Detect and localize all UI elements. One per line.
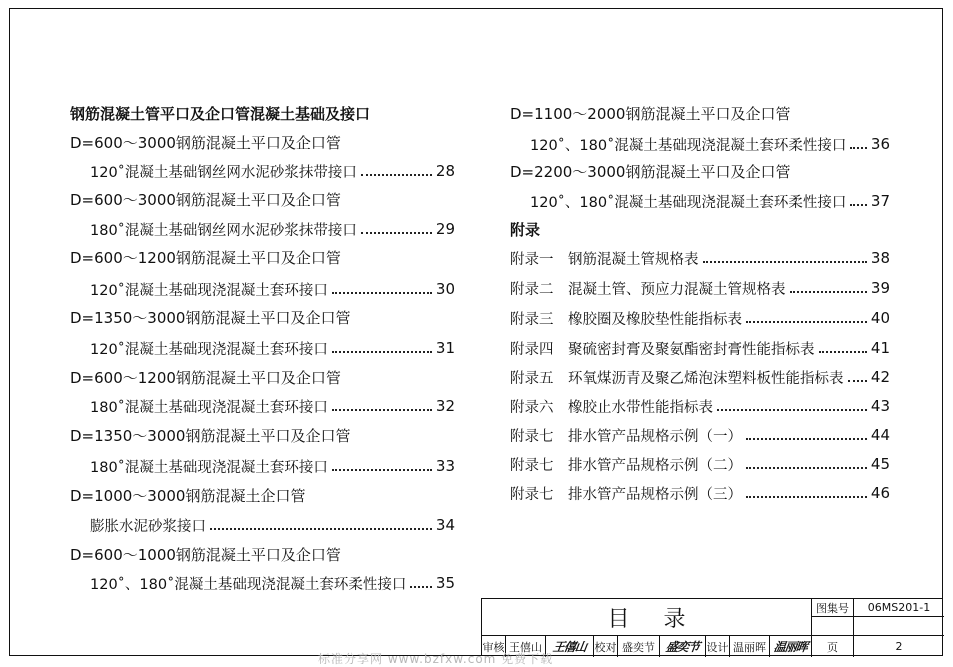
title-block: [481, 598, 943, 656]
toc-entry-page: 37: [870, 192, 890, 210]
reviewer-name: 王僖山: [506, 636, 546, 657]
atlas-no-label-spacer: [812, 617, 854, 636]
section-heading: [510, 218, 540, 240]
leader-dots: [746, 467, 867, 469]
toc-entry-page: 31: [435, 339, 455, 357]
drawing-title: 目录: [482, 599, 812, 636]
toc-entry: [90, 218, 455, 240]
leader-dots: [746, 321, 867, 323]
appendix-entry: [510, 247, 890, 269]
designer-name: 温丽晖: [730, 636, 770, 657]
appendix-entry: [510, 424, 890, 446]
toc-entry-page: 28: [435, 162, 455, 180]
leader-dots: [850, 204, 867, 206]
leader-dots: [819, 351, 867, 353]
leader-dots: [332, 351, 432, 353]
atlas-no: 06MS201-1: [854, 599, 944, 617]
toc-entry: [90, 572, 455, 594]
appendix-entry: [510, 395, 890, 417]
toc-entry-page: 46: [870, 484, 890, 502]
toc-entry: [90, 514, 455, 536]
toc-entry-page: 38: [870, 249, 890, 267]
pipe-group-title-text: D=1350～3000钢筋混凝土平口及企口管: [70, 308, 351, 327]
leader-dots: [850, 147, 867, 149]
leader-dots: [410, 586, 432, 588]
page-label: 页: [812, 636, 854, 657]
reviewer-signature: [546, 636, 594, 657]
toc-entry-page: 44: [870, 426, 890, 444]
pipe-group-title-text: D=600～1000钢筋混凝土平口及企口管: [70, 545, 341, 564]
toc-entry-title: 120˚、180˚混凝土基础现浇混凝土套环柔性接口: [530, 137, 847, 154]
section-heading: [70, 102, 370, 124]
toc-entry: [90, 278, 455, 300]
pipe-group-title-text: D=600～3000钢筋混凝土平口及企口管: [70, 190, 341, 209]
toc-entry: [90, 455, 455, 477]
leader-dots: [332, 469, 432, 471]
toc-entry-title: 附录二 混凝土管、预应力混凝土管规格表: [510, 281, 786, 298]
leader-dots: [746, 438, 867, 440]
toc-entry: [90, 395, 455, 417]
appendix-entry: [510, 337, 890, 359]
toc-entry-title: 附录一 钢筋混凝土管规格表: [510, 251, 699, 268]
pipe-group-title-text: D=600～3000钢筋混凝土平口及企口管: [70, 133, 341, 152]
toc-entry-page: 43: [870, 397, 890, 415]
design-label: 设计: [706, 636, 730, 657]
toc-entry-page: 45: [870, 455, 890, 473]
pipe-group-title-text: D=1350～3000钢筋混凝土平口及企口管: [70, 426, 351, 445]
atlas-no-label: 图集号: [812, 599, 854, 617]
leader-dots: [848, 380, 867, 382]
leader-dots: [332, 292, 432, 294]
proofreader-signature-mark: 盛奕节: [664, 640, 700, 654]
appendix-entry: [510, 482, 890, 504]
section-heading-text: 附录: [510, 220, 541, 239]
toc-entry-title: 180˚混凝土基础钢丝网水泥砂浆抹带接口: [90, 222, 357, 239]
proof-label: 校对: [594, 636, 618, 657]
appendix-entry: [510, 453, 890, 475]
leader-dots: [210, 528, 432, 530]
pipe-group-title: [70, 306, 350, 328]
designer-signature: [770, 636, 812, 657]
toc-entry-page: 40: [870, 309, 890, 327]
appendix-entry: [510, 307, 890, 329]
toc-entry-page: 30: [435, 280, 455, 298]
toc-entry-page: 41: [870, 339, 890, 357]
toc-entry-page: 29: [435, 220, 455, 238]
toc-entry-page: 33: [435, 457, 455, 475]
pipe-group-title: [70, 246, 341, 268]
watermark: 标准分享网 www.bzfxw.com 免费下载: [318, 652, 554, 666]
pipe-group-title: [70, 543, 341, 565]
leader-dots: [717, 409, 867, 411]
pipe-group-title-text: D=600～1200钢筋混凝土平口及企口管: [70, 368, 341, 387]
leader-dots: [361, 232, 432, 234]
atlas-no-spacer: [854, 617, 944, 636]
toc-entry-title: 120˚、180˚混凝土基础现浇混凝土套环柔性接口: [90, 576, 407, 593]
toc-entry-title: 附录六 橡胶止水带性能指标表: [510, 399, 713, 416]
toc-entry-page: 36: [870, 135, 890, 153]
pipe-group-title: [70, 366, 341, 388]
toc-entry-title: 180˚混凝土基础现浇混凝土套环接口: [90, 459, 328, 476]
reviewer-signature-mark: 王僖山: [551, 640, 587, 654]
proofreader-signature: [660, 636, 706, 657]
toc-entry-title: 附录七 排水管产品规格示例（二）: [510, 457, 742, 474]
review-label: 审核: [482, 636, 506, 657]
pipe-group-title-text: D=1100～2000钢筋混凝土平口及企口管: [510, 104, 791, 123]
pipe-group-title-text: D=1000～3000钢筋混凝土企口管: [70, 486, 306, 505]
toc-entry-page: 35: [435, 574, 455, 592]
appendix-entry: [510, 366, 890, 388]
appendix-entry: [510, 277, 890, 299]
page-number: 2: [895, 640, 903, 653]
toc-entry: [530, 133, 890, 155]
toc-entry-page: 39: [870, 279, 890, 297]
pipe-group-title: [70, 131, 341, 153]
toc-entry-title: 附录三 橡胶圈及橡胶垫性能指标表: [510, 311, 742, 328]
pipe-group-title: [70, 484, 305, 506]
pipe-group-title-text: D=2200～3000钢筋混凝土平口及企口管: [510, 162, 791, 181]
leader-dots: [361, 174, 432, 176]
toc-entry-title: 120˚、180˚混凝土基础现浇混凝土套环柔性接口: [530, 194, 847, 211]
pipe-group-title: [70, 188, 341, 210]
toc-entry-title: 120˚混凝土基础现浇混凝土套环接口: [90, 282, 328, 299]
pipe-group-title: [70, 424, 350, 446]
toc-entry: [90, 337, 455, 359]
toc-entry: [90, 160, 455, 182]
toc-entry-page: 42: [870, 368, 890, 386]
leader-dots: [332, 409, 432, 411]
proofreader-name: 盛奕节: [618, 636, 660, 657]
pipe-group-title: [510, 102, 790, 124]
toc-entry-page: 34: [435, 516, 455, 534]
toc-entry-title: 膨胀水泥砂浆接口: [90, 518, 206, 535]
leader-dots: [790, 291, 867, 293]
leader-dots: [746, 496, 867, 498]
toc-entry-title: 附录七 排水管产品规格示例（三）: [510, 486, 742, 503]
toc-entry-title: 附录七 排水管产品规格示例（一）: [510, 428, 742, 445]
toc-entry-title: 120˚混凝土基础钢丝网水泥砂浆抹带接口: [90, 164, 357, 181]
toc-entry-title: 120˚混凝土基础现浇混凝土套环接口: [90, 341, 328, 358]
pipe-group-title: [510, 160, 790, 182]
leader-dots: [703, 261, 867, 263]
toc-entry-title: 附录四 聚硫密封膏及聚氨酯密封膏性能指标表: [510, 341, 815, 358]
toc-entry-title: 附录五 环氧煤沥青及聚乙烯泡沫塑料板性能指标表: [510, 370, 844, 387]
section-heading-text: 钢筋混凝土管平口及企口管混凝土基础及接口: [70, 104, 371, 123]
toc-entry: [530, 190, 890, 212]
pipe-group-title-text: D=600～1200钢筋混凝土平口及企口管: [70, 248, 341, 267]
toc-entry-title: 180˚混凝土基础现浇混凝土套环接口: [90, 399, 328, 416]
designer-signature-mark: 温丽晖: [772, 640, 808, 654]
toc-entry-page: 32: [435, 397, 455, 415]
